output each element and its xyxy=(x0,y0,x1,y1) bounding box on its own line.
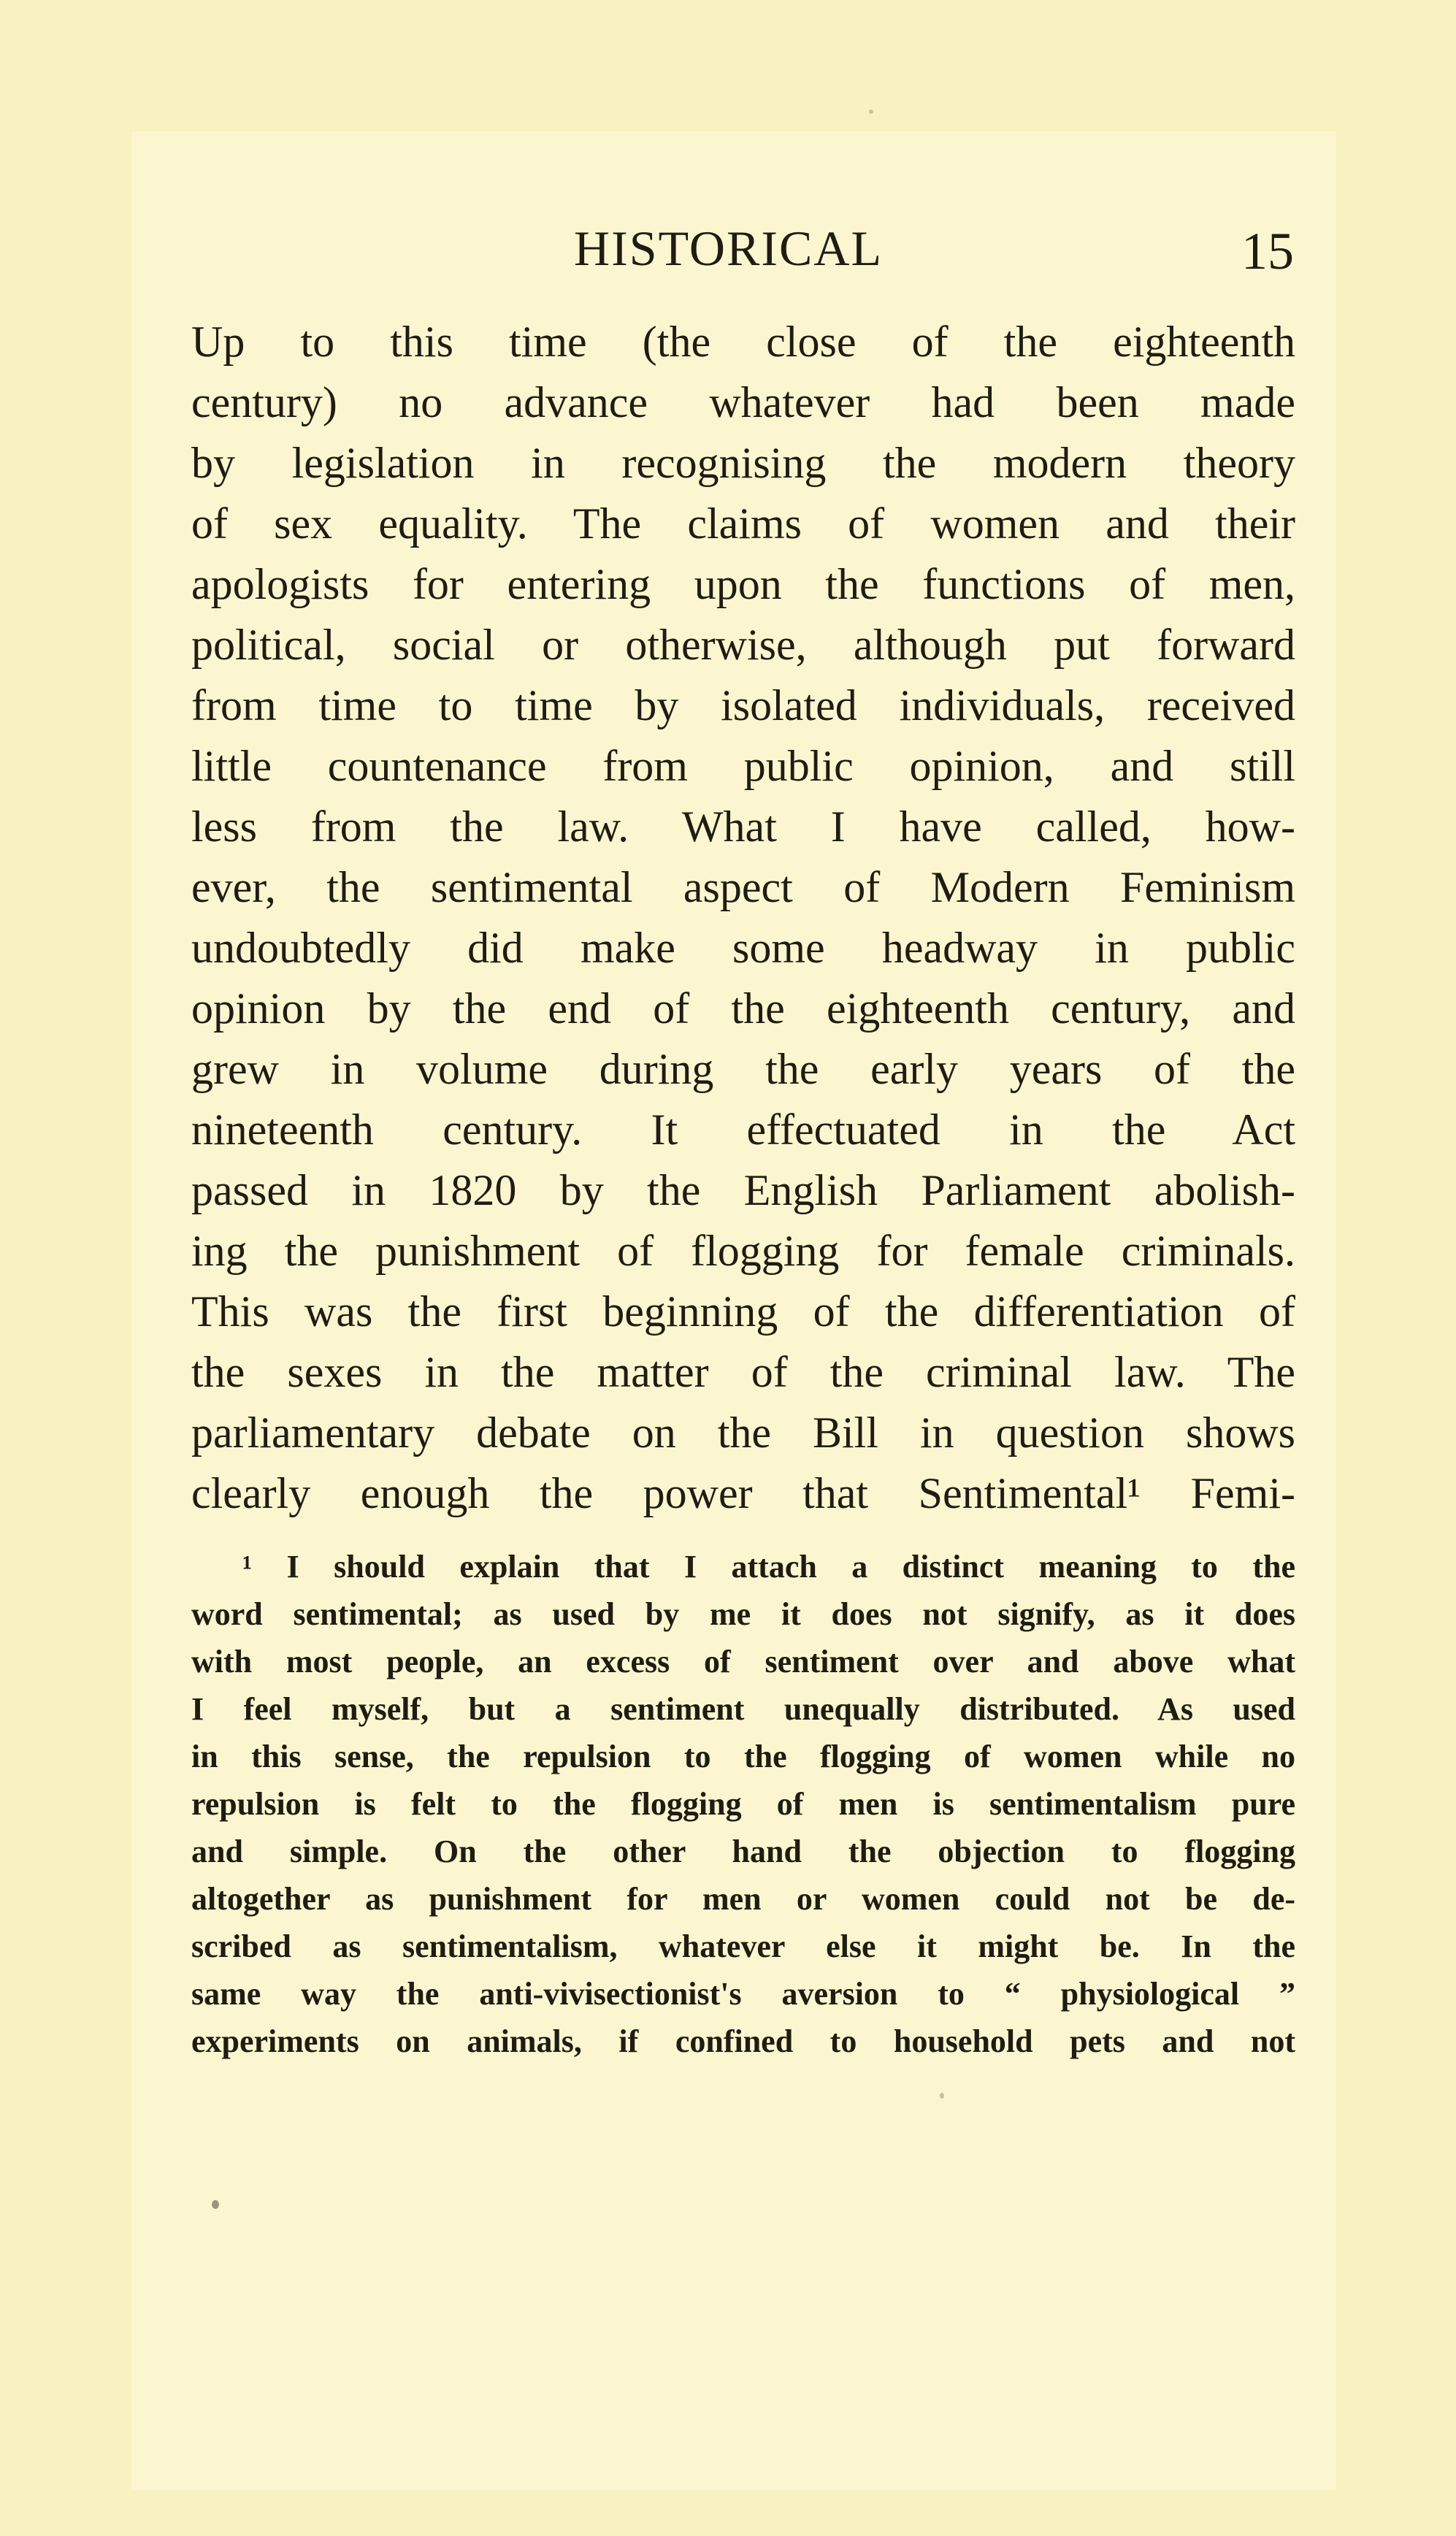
footnote-line: altogether as punishment for men or women could not be de- xyxy=(191,1881,1295,1917)
footnote-line: scribed as sentimentalism, whatever else it might be. In the xyxy=(191,1928,1295,1964)
footnote-line: I feel myself, but a sentiment unequally distributed. As used xyxy=(191,1691,1295,1727)
body-line: ing the punishment of flogging for female criminals. xyxy=(191,1227,1295,1275)
footnote-line: same way the anti-vivisectionist's aversion to “ physiological ” xyxy=(191,1976,1295,2012)
body-text xyxy=(191,312,1295,1524)
body-line: less from the law. What I have called, how- xyxy=(191,802,1295,851)
footnote-line: with most people, an excess of sentiment over and above what xyxy=(191,1644,1295,1679)
footnote-line: experiments on animals, if confined to household pets and not xyxy=(191,2023,1295,2059)
body-line: Up to this time (the close of the eighteenth xyxy=(191,318,1295,366)
body-line: passed in 1820 by the English Parliament abolish- xyxy=(191,1166,1295,1214)
footnote-line: ¹ I should explain that I attach a distinct meaning to the xyxy=(242,1549,1295,1585)
body-line: little countenance from public opinion, and still xyxy=(191,742,1295,790)
paper-speck xyxy=(212,2200,219,2209)
footnote-line: in this sense, the repulsion to the flogging of women while no xyxy=(191,1739,1295,1774)
page-number: 15 xyxy=(1241,222,1294,280)
body-line: ever, the sentimental aspect of Modern Feminism xyxy=(191,863,1295,911)
body-line: from time to time by isolated individuals, received xyxy=(191,681,1295,729)
running-head xyxy=(0,219,1456,285)
body-line: parliamentary debate on the Bill in question shows xyxy=(191,1409,1295,1457)
paper-speck xyxy=(940,2093,944,2099)
footnote-line: repulsion is felt to the flogging of men is sentimentalism pure xyxy=(191,1786,1295,1822)
footnote-line: and simple. On the other hand the objection to flogging xyxy=(191,1834,1295,1869)
body-line: the sexes in the matter of the criminal law. The xyxy=(191,1348,1295,1396)
body-line: undoubtedly did make some headway in public xyxy=(191,924,1295,972)
body-line: by legislation in recognising the modern theory xyxy=(191,439,1295,487)
paper-speck xyxy=(869,110,873,114)
body-line: opinion by the end of the eighteenth century, and xyxy=(191,984,1295,1033)
body-line: grew in volume during the early years of the xyxy=(191,1045,1295,1093)
footnote-line: word sentimental; as used by me it does not signify, as it does xyxy=(191,1596,1295,1632)
running-title: HISTORICAL xyxy=(574,221,883,276)
body-line: apologists for entering upon the functions of men, xyxy=(191,560,1295,608)
body-line: political, social or otherwise, although put forward xyxy=(191,621,1295,669)
body-line: clearly enough the power that Sentimental¹ Femi- xyxy=(191,1469,1295,1517)
body-line: This was the first beginning of the differentiation of xyxy=(191,1287,1295,1336)
body-line: nineteenth century. It effectuated in the Act xyxy=(191,1106,1295,1154)
footnote xyxy=(191,1543,1295,2065)
body-line: century) no advance whatever had been made xyxy=(191,378,1295,426)
body-line: of sex equality. The claims of women and their xyxy=(191,499,1295,548)
